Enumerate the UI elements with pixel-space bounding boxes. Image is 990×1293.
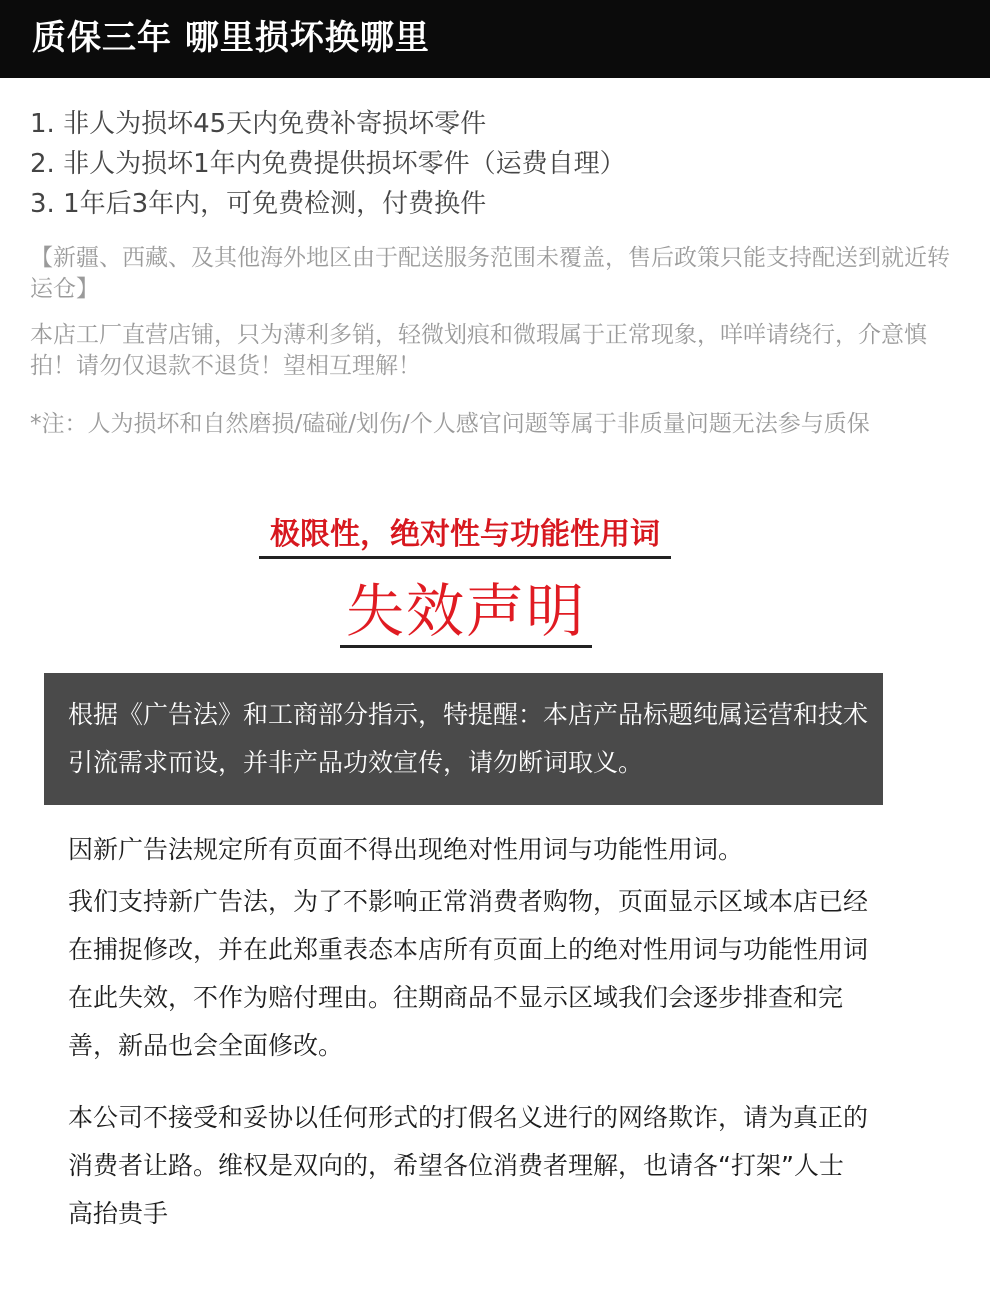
title-underline: [340, 645, 592, 648]
page-title: 质保三年 哪里损坏换哪里: [32, 18, 430, 58]
shop-note: 本店工厂直营店铺，只为薄利多销，轻微划痕和微瑕属于正常现象，咩咩请绕行，介意慎拍！请勿仅退款不退货！望相互理解！: [30, 322, 927, 379]
region-note: 【新疆、西藏、及其他海外地区由于配送服务范围未覆盖，售后政策只能支持配送到就近转运仓】: [30, 245, 950, 302]
warranty-footnote: *注：人为损坏和自然磨损/磕碰/划伤/个人感官问题等属于非质量问题无法参与质保: [30, 411, 870, 437]
warranty-item-3: 3. 1年后3年内，可免费检测，付费换件: [30, 189, 487, 219]
warranty-item-1: 1. 非人为损坏45天内免费补寄损坏零件: [30, 109, 487, 139]
notice-box: [44, 673, 883, 805]
header-bar: [0, 0, 990, 78]
disclaimer-paragraph-2: 我们支持新广告法，为了不影响正常消费者购物，页面显示区域本店已经在捕捉修改，并在此郑重表态本店所有页面上的绝对性用词与功能性用词在此失效，不作为赔付理由。往期商品不显示区域我们会逐步排查和完善，新品也会全面修改。: [68, 887, 869, 1060]
disclaimer-paragraph-3: 本公司不接受和妥协以任何形式的打假名义进行的网络欺诈，请为真正的消费者让路。维权是双向的，希望各位消费者理解，也请各“打架”人士高抬贵手: [68, 1103, 869, 1228]
notice-text: 根据《广告法》和工商部分指示，特提醒：本店产品标题纯属运营和技术引流需求而设，并非产品功效宣传，请勿断词取义。: [68, 700, 869, 777]
warranty-list: [30, 104, 960, 224]
subtitle-underline: [259, 556, 671, 559]
warranty-item-2: 2. 非人为损坏1年内免费提供损坏零件（运费自理）: [30, 149, 626, 179]
disclaimer-paragraph-1: 因新广告法规定所有页面不得出现绝对性用词与功能性用词。: [68, 835, 744, 864]
disclaimer-title: 失效声明: [345, 577, 586, 645]
disclaimer-subtitle: 极限性，绝对性与功能性用词: [270, 517, 660, 552]
